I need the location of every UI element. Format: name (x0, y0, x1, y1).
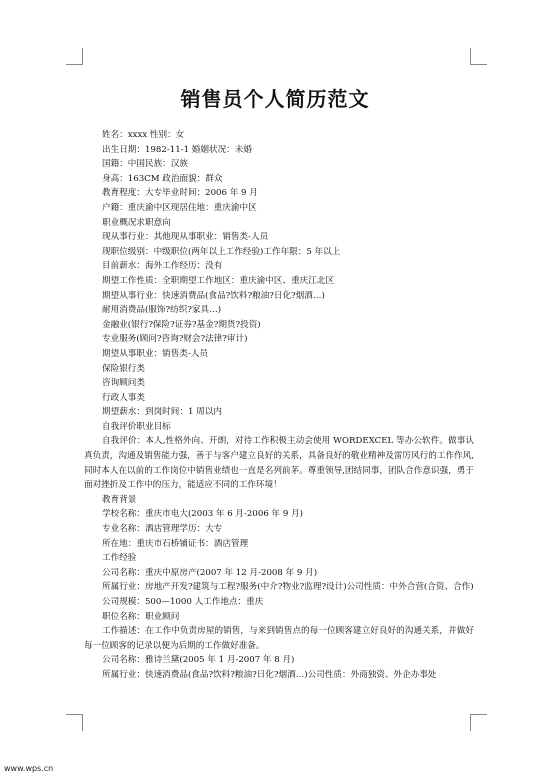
text-line: 教育背景 (102, 494, 137, 505)
corner-mark-bottom-left (66, 714, 83, 731)
text-line: 耐用消费品(服饰?纺织?家具…) (102, 305, 222, 316)
text-line: 现职位级别：中级职位(两年以上工作经验)工作年限：5 年以上 (102, 246, 341, 257)
text-line: 公司规模：500—1000 人工作地点：重庆 (102, 597, 264, 607)
text-line: 职位名称：职业顾问 (102, 611, 180, 622)
text-line: 所在地：重庆市石桥铺证书：酒店管理 (102, 538, 249, 549)
text-line: 国籍：中国民族：汉族 (102, 159, 188, 170)
text-line: 学校名称：重庆市电大(2003 年 6 月-2006 年 9 月) (102, 509, 303, 520)
corner-mark-bottom-right (470, 714, 487, 731)
text-line: 身高：163CM 政治面貌：群众 (102, 173, 223, 184)
text-line: 期望从事行业：快速消费品(食品?饮料?粮油?日化?烟酒…) (102, 290, 325, 301)
corner-mark-top-right (470, 48, 487, 65)
text-line: 专业服务(顾问?咨询?财会?法律?审计) (102, 334, 248, 345)
paragraph: 所属行业：快速消费品(食品?饮料?粮油?日化?烟酒…)公司性质：外商独资、外企办事处 (102, 669, 437, 680)
text-line: 期望薪水：到岗时间：1 周以内 (102, 407, 222, 418)
text-line: 职业概况求职意向 (102, 217, 171, 228)
corner-mark-top-left (66, 48, 83, 65)
paragraph: 自我评价：本人,性格外向、开朗，对待工作积极主动会使用 WORDEXCEL 等办公软件。做事认真负责，沟通及销售能力强，善于与客户建立良好的关系，具备良好的敬业精神及雷厉风行的工作作风,同时本人在以前的工作岗位中销售业绩也一直是名列前茅。尊重领导,团结同事，团队合作意识强，勇于面对挫折及工作中的压力，能适应不同的工作环境！ (84, 436, 474, 491)
text-line: 期望工作性质：全职期望工作地区：重庆渝中区、重庆江北区 (102, 275, 335, 286)
text-line: 自我评价职业目标 (102, 421, 171, 432)
text-line: 保险银行类 (102, 363, 145, 374)
text-line: 目前薪水：海外工作经历：没有 (102, 261, 223, 272)
text-line: 专业名称：酒店管理学历：大专 (102, 524, 223, 535)
text-line: 教育程度：大专毕业时间：2006 年 9 月 (102, 188, 258, 199)
document-title: 销售员个人简历范文 (180, 87, 370, 111)
text-line: 现从事行业：其他现从事职业：销售类-人员 (102, 232, 269, 243)
text-line: 公司名称：雅诗兰黛(2005 年 1 月-2007 年 8 月) (102, 655, 295, 666)
text-line: 户籍：重庆渝中区现居住地：重庆渝中区 (102, 202, 257, 213)
paragraph: 工作描述：在工作中负责房屋的销售，与来到销售点的每一位顾客建立好良好的沟通关系，并做好每一位顾客的记录以便为后期的工作做好准备。 (84, 626, 474, 651)
text-line: 行政人事类 (102, 392, 145, 403)
text-line: 姓名：xxxx 性别：女 (102, 130, 185, 140)
text-line: 咨询顾问类 (102, 378, 145, 389)
document-body (84, 128, 474, 683)
paragraph: 所属行业：房地产开发?建筑与工程?服务(中介?物业?监理?设计)公司性质：中外合营(合资、合作) (102, 582, 474, 593)
footer-url: www.wps.cn (4, 764, 54, 773)
text-line: 期望从事职业：销售类-人员 (102, 348, 209, 359)
text-line: 工作经验 (102, 553, 137, 564)
text-line: 出生日期：1982-11-1 婚姻状况：未婚 (102, 144, 252, 155)
text-line: 公司名称：重庆中原房产(2007 年 12 月-2008 年 9 月) (102, 567, 318, 578)
text-line: 金融业(银行?保险?证券?基金?期货?投资) (102, 319, 261, 330)
